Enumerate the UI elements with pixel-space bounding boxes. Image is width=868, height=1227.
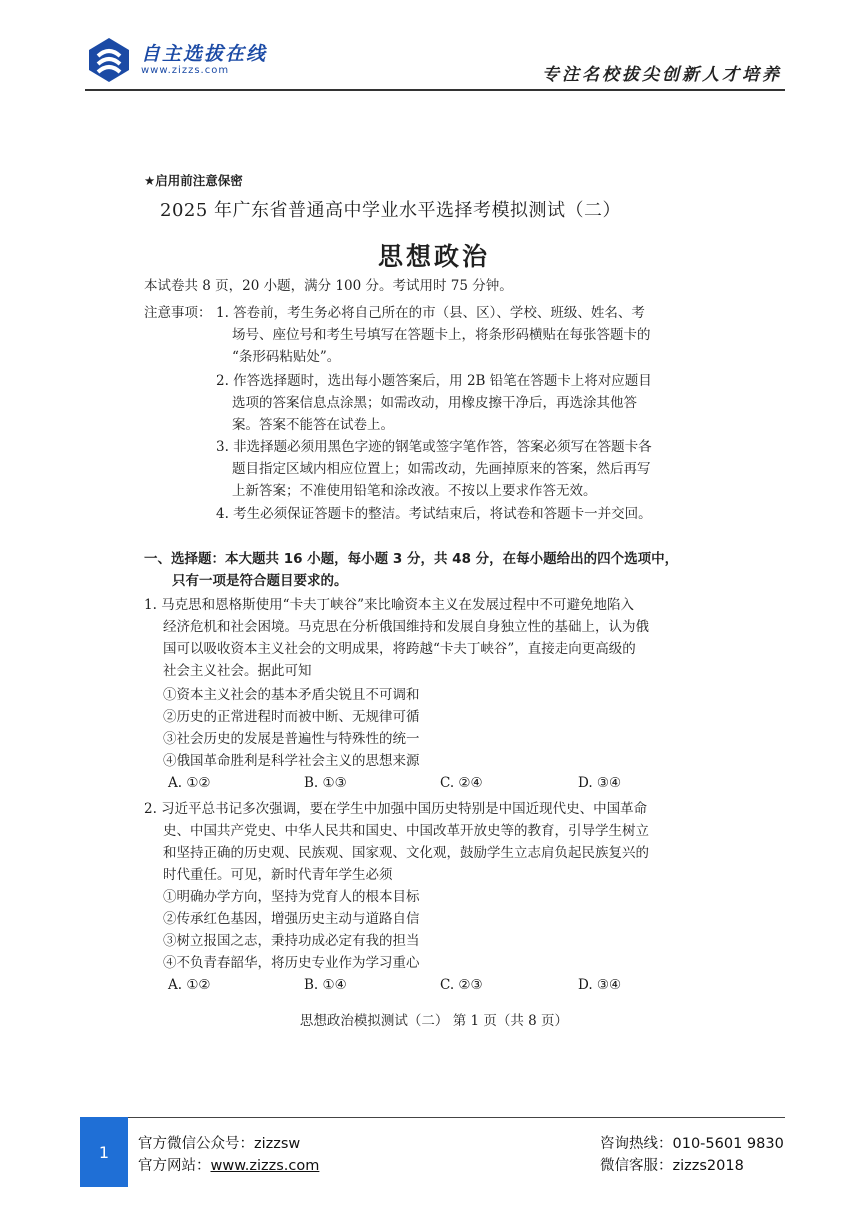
question-item: ③社会历史的发展是普遍性与特殊性的统一 [163,731,420,747]
wechat-account [138,1133,300,1155]
header-divider [85,89,785,91]
site-label: 官方网站： [138,1158,211,1174]
exam-intro: 本试卷共 8 页，20 小题，满分 100 分。考试用时 75 分钟。 [144,278,513,294]
logo-url: www.zizzs.com [141,65,230,76]
answer-option: A. ①② [168,977,211,993]
question-stem: 经济危机和社会困境。马克思在分析俄国维持和发展自身独立性的基础上，认为俄 [163,619,649,635]
answer-option: D. ③④ [578,775,622,791]
exam-title: 2025 年广东省普通高中学业水平选择考模拟测试（二） [160,200,622,221]
header-slogan: 专注名校拔尖创新人才培养 [542,65,782,85]
question-item: ①明确办学方向，坚持为党育人的根本目标 [163,889,420,905]
hotline [600,1133,784,1155]
wechat-value: zizzsw [254,1136,301,1152]
notice-line: 案。答案不能答在试卷上。 [232,417,394,433]
notice-line: 题目指定区域内相应位置上；如需改动，先画掉原来的答案，然后再写 [232,461,651,477]
service-label: 微信客服： [600,1158,673,1174]
answer-option: A. ①② [168,775,211,791]
question-stem: 国可以吸收资本主义社会的文明成果，将跨越“卡夫丁峡谷”，直接走向更高级的 [163,641,636,657]
notice-line: 4. 考生必须保证答题卡的整洁。考试结束后，将试卷和答题卡一并交回。 [216,506,652,522]
notice-line: 1. 答卷前，考生务必将自己所在的市（县、区）、学校、班级、姓名、考 [216,305,645,321]
hotline-label: 咨询热线： [600,1136,673,1152]
confidential-note: ★启用前注意保密 [144,173,243,188]
answer-option: B. ①③ [304,775,347,791]
question-item: ②传承红色基因，增强历史主动与道路自信 [163,911,420,927]
question-stem: 史、中国共产党史、中华人民共和国史、中国改革开放史等的教育，引导学生树立 [163,823,649,839]
section-heading-cont: 只有一项是符合题目要求的。 [172,573,348,589]
wechat-label: 官方微信公众号： [138,1136,254,1152]
question-stem: 和坚持正确的历史观、民族观、国家观、文化观，鼓励学生立志肩负起民族复兴的 [163,845,649,861]
notice-line: 上新答案；不准使用铅笔和涂改液。不按以上要求作答无效。 [232,483,597,499]
site-logo[interactable] [85,36,267,84]
notice-line: 选项的答案信息点涂黑；如需改动，用橡皮擦干净后，再选涂其他答 [232,395,637,411]
subject-title: 思想政治 [377,242,490,271]
section-heading: 一、选择题：本大题共 16 小题，每小题 3 分，共 48 分，在每小题给出的四个选项中， [144,551,679,567]
hotline-value: 010-5601 9830 [672,1136,784,1152]
question-item: ④不负青春韶华，将历史专业作为学习重心 [163,955,420,971]
footer-divider [85,1117,785,1118]
question-stem: 社会主义社会。据此可知 [163,663,312,679]
answer-option: D. ③④ [578,977,622,993]
answer-option: C. ②④ [440,775,483,791]
question-stem: 1. 马克思和恩格斯使用“卡夫丁峡谷”来比喻资本主义在发展过程中不可避免地陷入 [144,597,634,613]
notice-line: “条形码粘贴处”。 [232,349,341,365]
notice-line: 2. 作答选择题时，选出每小题答案后，用 2B 铅笔在答题卡上将对应题目 [216,373,652,389]
official-site [138,1155,319,1177]
question-item: ①资本主义社会的基本矛盾尖锐且不可调和 [163,687,420,703]
site-link[interactable]: www.zizzs.com [210,1158,320,1174]
notice-line: 3. 非选择题必须用黑色字迹的钢笔或签字笔作答，答案必须写在答题卡各 [216,439,652,455]
question-item: ②历史的正常进程时而被中断、无规律可循 [163,709,420,725]
answer-option: C. ②③ [440,977,483,993]
notice-line: 场号、座位号和考生号填写在答题卡上，将条形码横贴在每张答题卡的 [232,327,651,343]
question-stem: 时代重任。可见，新时代青年学生必须 [163,867,393,883]
page-footer: 思想政治模拟测试（二） 第 1 页（共 8 页） [299,1013,569,1029]
logo-mark-icon [85,36,133,84]
answer-option: B. ①④ [304,977,347,993]
service-value: zizzs2018 [672,1158,744,1174]
question-item: ④俄国革命胜利是科学社会主义的思想来源 [163,753,420,769]
notice-label: 注意事项： [144,305,212,321]
wechat-service [600,1155,744,1177]
question-item: ③树立报国之志，秉持功成必定有我的担当 [163,933,420,949]
page-number-tab: 1 [80,1117,128,1187]
logo-name: 自主选拔在线 [141,43,268,65]
question-stem: 2. 习近平总书记多次强调，要在学生中加强中国历史特别是中国近现代史、中国革命 [144,801,648,817]
